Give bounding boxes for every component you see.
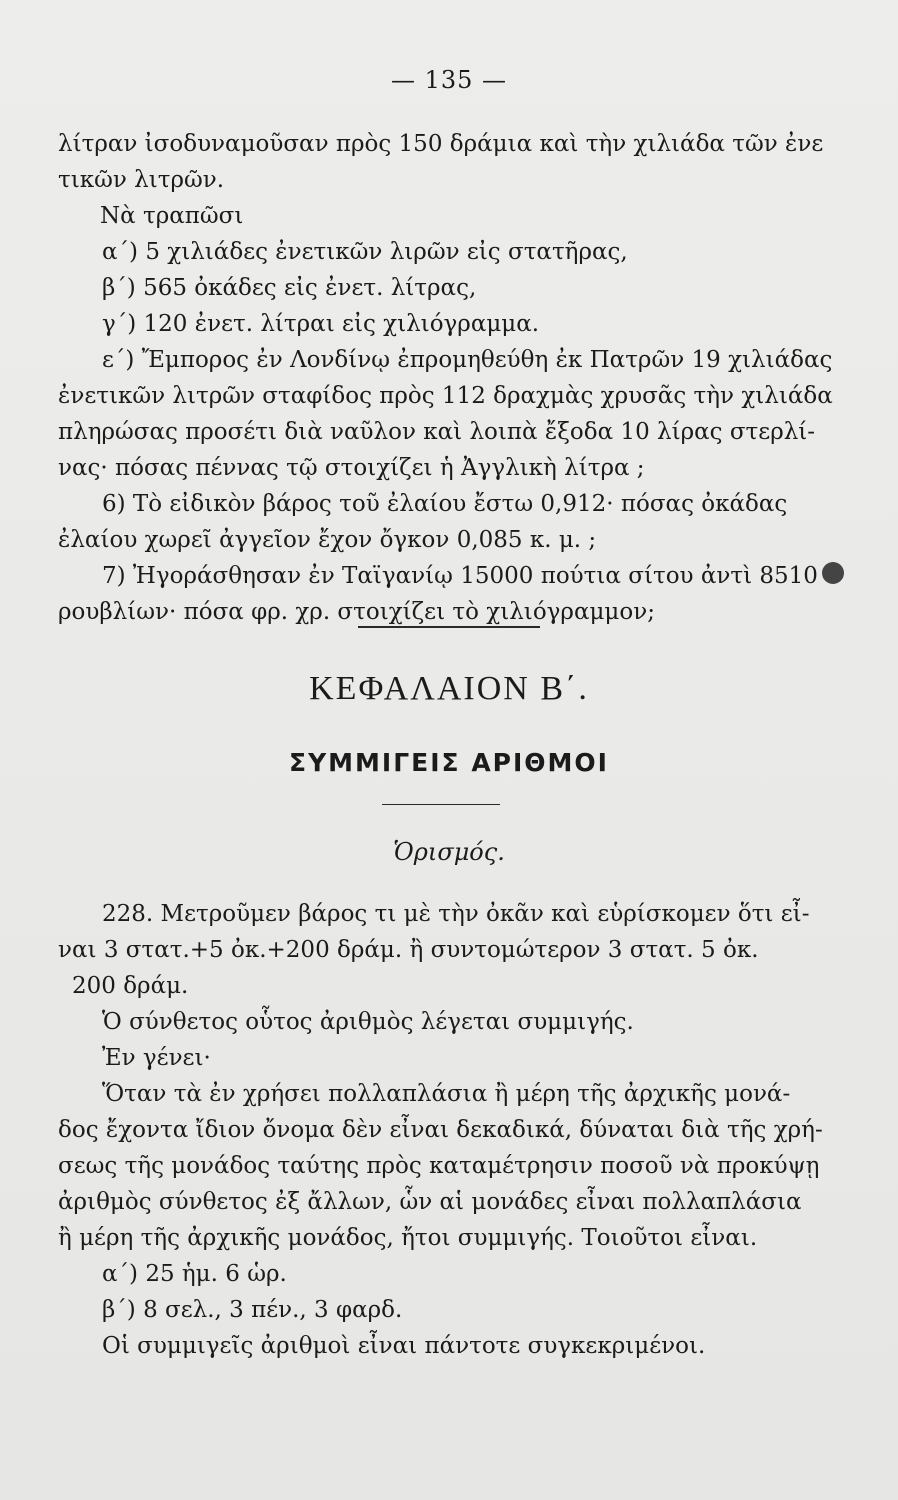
text-line: ἐλαίου χωρεῖ ἀγγεῖον ἔχον ὄγκον 0,085 κ. μ. ; — [58, 527, 597, 553]
text-line: 228. Μετροῦμεν βάρος τι μὲ τὴν ὀκᾶν καὶ εὑρίσκομεν ὅτι εἶ- — [102, 901, 810, 927]
text-line: ρουβλίων· πόσα φρ. χρ. στοιχίζει τὸ χιλιόγραμμον; — [58, 599, 655, 625]
text-line: δος ἔχοντα ἴδιον ὄνομα δὲν εἶναι δεκαδικά, δύναται διὰ τῆς χρή- — [58, 1117, 823, 1143]
text-line: α΄) 5 χιλιάδες ἐνετικῶν λιρῶν εἰς στατῆρας, — [102, 239, 628, 265]
text-line: τικῶν λιτρῶν. — [58, 167, 225, 193]
text-line: γ΄) 120 ἐνετ. λίτραι εἰς χιλιόγραμμα. — [102, 311, 540, 337]
text-line: α΄) 25 ἡμ. 6 ὡρ. — [102, 1261, 287, 1287]
exercise-block — [58, 126, 838, 630]
text-line: Οἱ συμμιγεῖς ἀριθμοὶ εἶναι πάντοτε συγκεκριμένοι. — [102, 1333, 706, 1359]
text-line: β΄) 565 ὀκάδες εἰς ἐνετ. λίτρας, — [102, 275, 477, 301]
text-line: ἢ μέρη τῆς ἀρχικῆς μονάδος, ἤτοι συμμιγής. Τοιοῦτοι εἶναι. — [58, 1225, 758, 1251]
text-line: Ὁ σύνθετος οὗτος ἀριθμὸς λέγεται συμμιγής. — [102, 1009, 634, 1035]
subtitle-rule — [382, 804, 500, 805]
chapter-rule — [358, 626, 540, 628]
definition-heading: Ὁρισμός. — [393, 838, 505, 866]
text-line: ε΄) Ἔμπορος ἐν Λονδίνῳ ἐπρομηθεύθη ἐκ Πατρῶν 19 χιλιάδας — [102, 347, 833, 373]
text-line: 7) Ἠγοράσθησαν ἐν Ταϊγανίῳ 15000 πούτια σίτου ἀντὶ 8510 — [102, 563, 818, 589]
text-line: β΄) 8 σελ., 3 πέν., 3 φαρδ. — [102, 1297, 403, 1323]
page-number: — 135 — — [390, 66, 508, 94]
definition-block — [58, 896, 838, 1364]
chapter-title: ΚΕΦΑΛΑΙΟΝ Β΄. — [309, 670, 589, 707]
text-line: 6) Τὸ εἰδικὸν βάρος τοῦ ἐλαίου ἔστω 0,912· πόσας ὀκάδας — [102, 491, 788, 517]
text-line: 200 δράμ. — [72, 973, 189, 999]
text-line: ναι 3 στατ.+5 ὀκ.+200 δράμ. ἢ συντομώτερον 3 στατ. 5 ὀκ. — [58, 937, 759, 963]
chapter-subtitle: ΣΥΜΜΙΓΕΙΣ ΑΡΙΘΜΟΙ — [289, 748, 609, 777]
text-line: λίτραν ἰσοδυναμοῦσαν πρὸς 150 δράμια καὶ τὴν χιλιάδα τῶν ἐνε — [58, 131, 824, 157]
text-line: σεως τῆς μονάδος ταύτης πρὸς καταμέτρησιν ποσοῦ νὰ προκύψῃ — [58, 1153, 820, 1179]
text-line: Ὅταν τὰ ἐν χρήσει πολλαπλάσια ἢ μέρη τῆς ἀρχικῆς μονά- — [102, 1081, 791, 1107]
text-line: ἐνετικῶν λιτρῶν σταφίδος πρὸς 112 δραχμὰς χρυσᾶς τὴν χιλιάδα — [58, 383, 833, 409]
text-line: ἀριθμὸς σύνθετος ἐξ ἄλλων, ὧν αἱ μονάδες εἶναι πολλαπλάσια — [58, 1189, 802, 1215]
text-line: Ἐν γένει· — [102, 1045, 211, 1071]
ink-spot — [822, 562, 844, 584]
text-line: νας· πόσας πέννας τῷ στοιχίζει ἡ Ἀγγλικὴ λίτρα ; — [58, 455, 645, 481]
text-line: Νὰ τραπῶσι — [100, 203, 244, 229]
text-line: πληρώσας προσέτι διὰ ναῦλον καὶ λοιπὰ ἔξοδα 10 λίρας στερλί- — [58, 419, 816, 445]
